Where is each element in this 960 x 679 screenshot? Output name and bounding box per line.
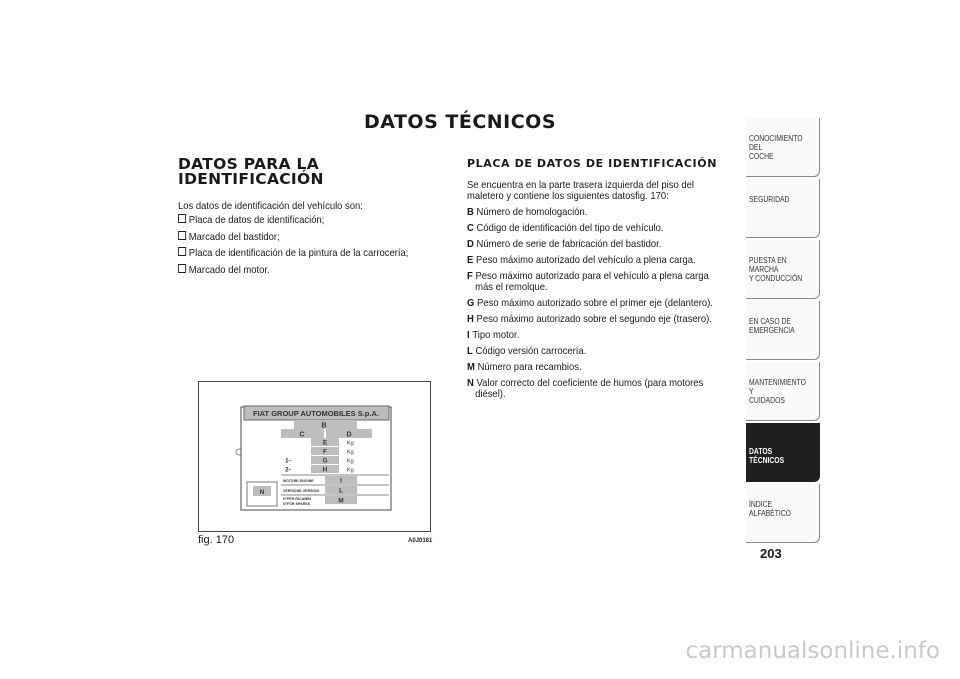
legend-item: H Peso máximo autorizado sobre el segundo eje (trasero).	[467, 313, 712, 325]
tab-seguridad[interactable]: SEGURIDAD	[746, 179, 820, 238]
plate-unit-e: Kg	[347, 440, 354, 447]
plate-label-spares-2: N°FOR SPARES	[283, 502, 311, 506]
plate-field-c: C	[299, 431, 305, 439]
tab-mantenimiento[interactable]: MANTENIMIENTO Y CUIDADOS	[746, 362, 820, 421]
plate-legend	[467, 207, 752, 405]
legend-item: E Peso máximo autorizado del vehículo a plena carga.	[467, 254, 696, 266]
tab-datos-tecnicos[interactable]: DATOS TÉCNICOS	[746, 423, 820, 482]
plate-header: FIAT GROUP AUTOMOBILES S.p.A.	[253, 409, 379, 418]
tab-puesta-en-marcha[interactable]: PUESTA EN MARCHA Y CONDUCCIÓN	[746, 240, 820, 299]
plate-field-e: E	[322, 439, 328, 447]
plate-field-f: F	[323, 448, 327, 456]
plate-field-l: L	[339, 487, 343, 495]
plate-unit-g: Kg	[347, 458, 354, 465]
figure-caption: fig. 170	[198, 534, 235, 546]
plate-field-g: G	[322, 457, 328, 465]
subsection-title: PLACA DE DATOS DE IDENTIFICACIÓN	[467, 157, 718, 170]
legend-item: D Número de serie de fabricación del bastidor.	[467, 238, 662, 250]
watermark: carmanualsonline.info	[685, 638, 940, 664]
figure-plate-illustration	[198, 381, 431, 532]
legend-item: N Valor correcto del coeficiente de humos (para motores diésel).	[467, 377, 704, 400]
list-item: Placa de datos de identificación;	[178, 214, 408, 231]
page-title: DATOS TÉCNICOS	[363, 111, 557, 133]
checkbox-icon	[178, 231, 186, 240]
list-item: Placa de identificación de la pintura de la carrocería;	[178, 247, 408, 264]
identification-list	[178, 214, 434, 280]
tab-indice-alfabetico[interactable]: ÍNDICE ALFABÉTICO	[746, 484, 820, 543]
plate-field-d: D	[346, 431, 352, 439]
checkbox-icon	[178, 247, 186, 256]
plate-field-n: N	[259, 489, 265, 496]
section-title: DATOS PARA LA IDENTIFICACIÓN	[178, 155, 324, 188]
subsection-intro: Se encuentra en la parte trasera izquierda del piso del maletero y contiene los siguientes datosfig. 170:	[467, 179, 694, 202]
checkbox-icon	[178, 214, 186, 223]
tab-en-caso-de-emergencia[interactable]: EN CASO DE EMERGENCIA	[746, 301, 820, 360]
plate-label-spares-1: N°PER RICAMBI	[283, 497, 311, 501]
legend-item: C Código de identificación del tipo de vehículo.	[467, 222, 664, 234]
plate-row-2: 2-	[285, 466, 291, 474]
plate-unit-f: Kg	[347, 449, 354, 456]
plate-field-m: M	[338, 497, 344, 505]
page-number: 203	[760, 546, 782, 561]
plate-field-i: I	[340, 477, 342, 485]
plate-field-h: H	[322, 466, 328, 474]
list-item: Marcado del bastidor;	[178, 231, 408, 248]
legend-item: G Peso máximo autorizado sobre el primer eje (delantero).	[467, 297, 713, 309]
list-item: Marcado del motor.	[178, 264, 408, 281]
plate-label-version: VERSIONE-VERSION	[283, 489, 319, 493]
plate-label-motor: MOTORE-ENGINE	[283, 479, 314, 483]
tab-conocimiento-del-coche[interactable]: CONOCIMIENTO DEL COCHE	[746, 118, 820, 177]
legend-item: B Número de homologación.	[467, 206, 588, 218]
plate-unit-h: Kg	[347, 467, 354, 474]
plate-row-1: 1-	[285, 457, 291, 465]
legend-item: F Peso máximo autorizado para el vehículo a plena carga más el remolque.	[467, 270, 709, 293]
legend-item: M Número para recambios.	[467, 361, 582, 373]
id-plate-drawing	[199, 382, 430, 531]
legend-item: L Código versión carrocería.	[467, 345, 587, 357]
figure-code: A0J0161	[408, 538, 433, 544]
plate-field-b: B	[321, 422, 327, 430]
legend-item: I Tipo motor.	[467, 329, 520, 341]
checkbox-icon	[178, 264, 186, 273]
chapter-tabs	[746, 118, 820, 545]
section-intro: Los datos de identificación del vehículo son:	[178, 200, 363, 212]
